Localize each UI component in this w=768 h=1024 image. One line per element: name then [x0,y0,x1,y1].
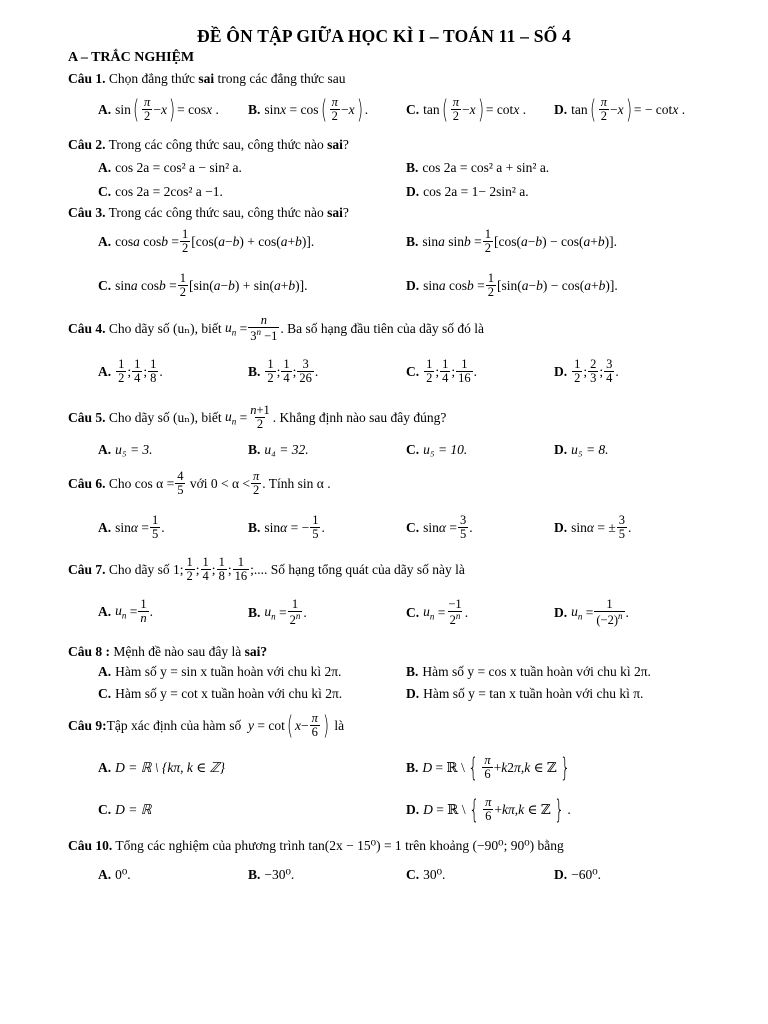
q10-option-a[interactable]: A. 0⁰. [98,867,131,882]
question-9: Câu 9: Tập xác định của hàm số y = cot ( x − $\frac{\pi}{6}$ ) là [68,710,345,741]
question-2: Câu 2. Trong các công thức sau, công thức nào sai? [68,137,349,152]
q2-option-a[interactable]: A. cos 2a = cos² a − sin² a. [98,160,242,175]
q8-option-a[interactable]: A. Hàm số y = sin x tuần hoàn với chu kì 2π. [98,664,342,679]
q9-option-c[interactable]: C. D = ℝ [98,802,152,817]
q7-option-a[interactable]: A. $u_n$ = $\frac{1}{n}$ . [98,597,153,626]
q8-option-d[interactable]: D. Hàm số y = tan x tuần hoàn với chu kì π. [406,686,644,701]
q5-option-c[interactable]: C. u₅ = 10. [406,442,468,457]
q10-option-c[interactable]: C. 30⁰. [406,867,446,882]
q6-option-b[interactable]: B. sin α = − $\frac{1}{5}$ . [248,513,325,542]
page-title: ĐỀ ÔN TẬP GIỮA HỌC KÌ I – TOÁN 11 – SỐ 4 [197,26,571,46]
q1-option-a[interactable]: A. sin ( $\frac{\pi}{2}$ − x ) = cos x . [98,94,219,125]
q10-option-d[interactable]: D. −60⁰. [554,867,602,882]
question-5: Câu 5. Cho dãy số (uₙ), biết $u_n$ = $\frac{n+1}{2}$ . Khẳng định nào sau đây đúng? [68,403,447,432]
q5-option-a[interactable]: A. u₅ = 3. [98,442,153,457]
q6-option-a[interactable]: A. sin α = $\frac{1}{5}$ . [98,513,165,542]
q5-option-b[interactable]: B. u₄ = 32. [248,442,309,457]
question-10: Câu 10. Tổng các nghiệm của phương trình tan(2x − 15⁰) = 1 trên khoảng (−90⁰; 90⁰) bằng [68,838,564,853]
section-heading: A – TRẮC NGHIỆM [68,50,195,65]
q3-option-a[interactable]: A. cos a cos b = $\frac{1}{2}$ [cos( a − b ) + cos( a + b )]. [98,227,315,256]
q8-option-c[interactable]: C. Hàm số y = cot x tuần hoàn với chu kì 2π. [98,686,343,701]
q5-option-d[interactable]: D. u₅ = 8. [554,442,609,457]
q4-option-d[interactable]: D. $\frac{1}{2}$ ; $\frac{2}{3}$ ; $\frac{3}{4}$ . [554,357,619,386]
q6-option-d[interactable]: D. sin α = ± $\frac{3}{5}$ . [554,513,632,542]
q1-option-d[interactable]: D. tan ( $\frac{\pi}{2}$ − x ) = − cot x . [554,94,686,125]
q9-option-d[interactable]: D. D = ℝ \ { $\frac{\pi}{6}$ + kπ , k ∈ ℤ } . [406,794,571,825]
q2-option-b[interactable]: B. cos 2a = cos² a + sin² a. [406,160,550,175]
q8-option-b[interactable]: B. Hàm số y = cos x tuần hoàn với chu kì 2π. [406,664,651,679]
q9-option-a[interactable]: A. D = ℝ \ {kπ, k ∈ ℤ} [98,760,226,775]
q10-option-b[interactable]: B. −30⁰. [248,867,295,882]
q1-option-c[interactable]: C. tan ( $\frac{\pi}{2}$ − x ) = cot x . [406,94,527,125]
q3-option-c[interactable]: C. sin a cos b = $\frac{1}{2}$ [sin( a − b ) + sin( a + b )]. [98,271,308,300]
q7-option-c[interactable]: C. $u_n$ = $\frac{-1}{2^n}$ . [406,597,469,628]
question-4: Câu 4. Cho dãy số (uₙ), biết $u_n$ = $\frac{n}{3^n -1}$ . Ba số hạng đầu tiên của dãy số đó là [68,313,484,344]
q1-option-b[interactable]: B. sin x = cos ( $\frac{\pi}{2}$ − x ) . [248,94,369,125]
question-3: Câu 3. Trong các công thức sau, công thức nào sai? [68,205,349,220]
q2-option-c[interactable]: C. cos 2a = 2cos² a −1. [98,184,223,199]
q7-option-b[interactable]: B. $u_n$ = $\frac{1}{2^n}$ . [248,597,307,628]
q9-option-b[interactable]: B. D = ℝ \ { $\frac{\pi}{6}$ + k 2 π , k ∈ ℤ } [406,752,571,783]
question-6: Câu 6. Cho cos α = $\frac{4}{5}$ với 0 < α < $\frac{\pi}{2}$ . Tính sin α . [68,469,331,498]
q4-option-c[interactable]: C. $\frac{1}{2}$ ; $\frac{1}{4}$ ; $\frac{1}{16}$ . [406,357,478,386]
q3-option-b[interactable]: B. sin a sin b = $\frac{1}{2}$ [cos( a − b ) − cos( a + b )]. [406,227,618,256]
question-7: Câu 7. Cho dãy số 1; $\frac{1}{2}$ ; $\frac{1}{4}$ ; $\frac{1}{8}$ ; $\frac{1}{16}$ ;.... Số hạng tổng quát của dãy số này là [68,555,465,584]
question-1: Câu 1. Chọn đẳng thức sai trong các đẳng thức sau [68,71,346,86]
question-8: Câu 8 : Mệnh đề nào sau đây là sai? [68,644,268,659]
q4-option-a[interactable]: A. $\frac{1}{2}$ ; $\frac{1}{4}$ ; $\frac{1}{8}$ . [98,357,163,386]
q7-option-d[interactable]: D. $u_n$ = $\frac{1}{(-2)^n}$ . [554,597,629,628]
q4-option-b[interactable]: B. $\frac{1}{2}$ ; $\frac{1}{4}$ ; $\frac{3}{26}$ . [248,357,319,386]
q6-option-c[interactable]: C. sin α = $\frac{3}{5}$ . [406,513,473,542]
q3-option-d[interactable]: D. sin a cos b = $\frac{1}{2}$ [sin( a − b ) − cos( a + b )]. [406,271,618,300]
q2-option-d[interactable]: D. cos 2a = 1− 2sin² a. [406,184,529,199]
